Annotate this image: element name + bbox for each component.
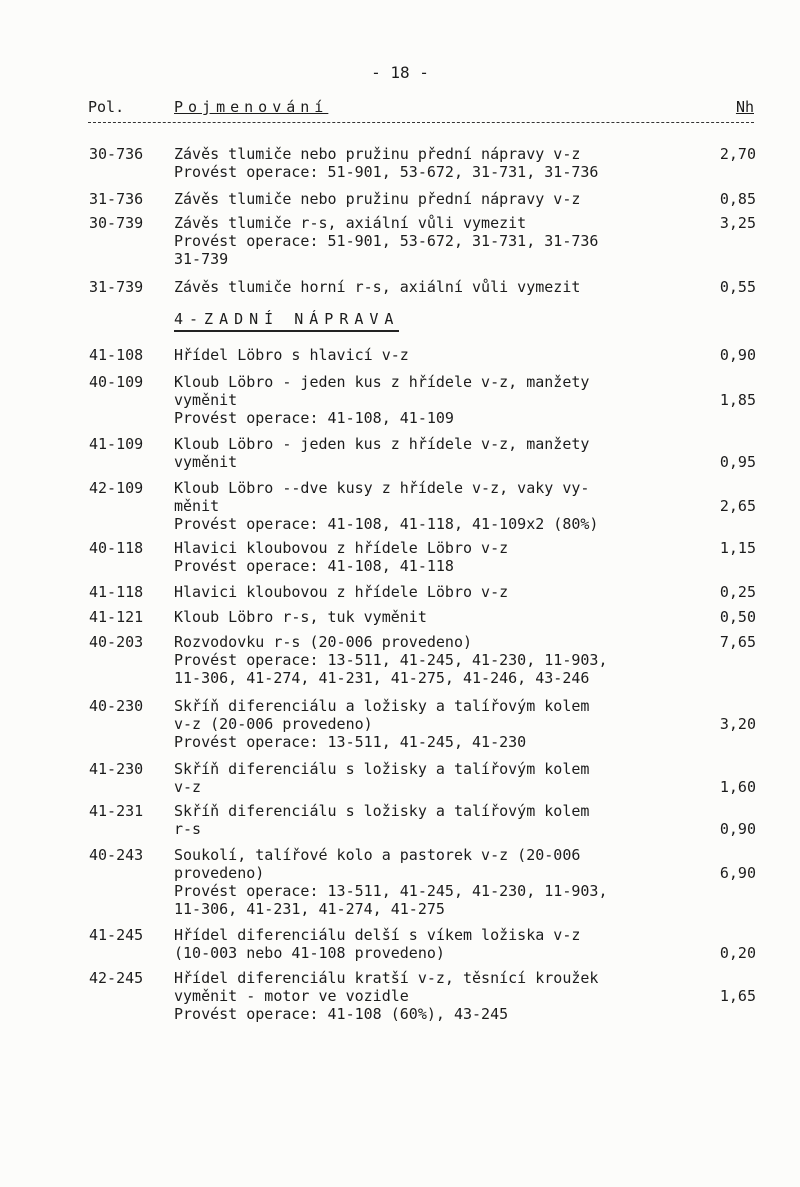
row-description-line: 11-306, 41-274, 41-231, 41-275, 41-246, 43-246 xyxy=(174,669,590,687)
row-description xyxy=(174,760,694,796)
row-code: 41-118 xyxy=(89,583,144,601)
header-pojmenovani: Pojmenování xyxy=(174,98,329,116)
row-description-line: Provést operace: 51-901, 53-672, 31-731, 31-736 xyxy=(174,232,599,250)
row-description xyxy=(174,802,694,838)
row-description-line: Hřídel diferenciálu kratší v-z, těsnící kroužek xyxy=(174,969,599,987)
row-description xyxy=(174,633,694,687)
table-header xyxy=(88,98,754,123)
row-description xyxy=(174,926,694,962)
row-code: 40-109 xyxy=(89,373,144,391)
row-value: 3,25 xyxy=(719,214,756,232)
row-description xyxy=(174,435,694,471)
row-value: 0,90 xyxy=(719,820,756,838)
header-pol: Pol. xyxy=(88,98,125,116)
section-title: 4-ZADNÍ NÁPRAVA xyxy=(174,310,399,332)
row-code: 42-245 xyxy=(89,969,144,987)
row-description-line: v-z (20-006 provedeno) xyxy=(174,715,373,733)
row-value: 0,25 xyxy=(719,583,756,601)
row-code: 41-121 xyxy=(89,608,144,626)
row-description-line: Hřídel diferenciálu delší s víkem ložiska v-z xyxy=(174,926,581,944)
row-description-line: Rozvodovku r-s (20-006 provedeno) xyxy=(174,633,473,651)
row-description-line: Soukolí, talířové kolo a pastorek v-z (20-006 xyxy=(174,846,581,864)
row-description-line: 31-739 xyxy=(174,250,229,268)
row-description xyxy=(174,608,694,626)
row-value: 2,70 xyxy=(719,145,756,163)
row-description xyxy=(174,479,694,533)
row-description-line: (10-003 nebo 41-108 provedeno) xyxy=(174,944,445,962)
row-description-line: vyměnit - motor ve vozidle xyxy=(174,987,409,1005)
row-value: 2,65 xyxy=(719,497,756,515)
row-value: 6,90 xyxy=(719,864,756,882)
row-description-line: Závěs tlumiče nebo pružinu přední nápravy v-z xyxy=(174,145,581,163)
row-description-line: Kloub Löbro --dve kusy z hřídele v-z, vaky vy- xyxy=(174,479,590,497)
row-value: 3,20 xyxy=(719,715,756,733)
row-description-line: Závěs tlumiče nebo pružinu přední nápravy v-z xyxy=(174,190,581,208)
header-nh: Nh xyxy=(735,98,754,116)
row-description-line: Závěs tlumiče r-s, axiální vůli vymezit xyxy=(174,214,527,232)
row-description xyxy=(174,278,694,296)
row-code: 30-739 xyxy=(89,214,144,232)
row-code: 40-118 xyxy=(89,539,144,557)
row-code: 31-739 xyxy=(89,278,144,296)
row-description xyxy=(174,214,694,268)
row-description-line: Kloub Löbro - jeden kus z hřídele v-z, manžety xyxy=(174,435,590,453)
row-description xyxy=(174,190,694,208)
row-description-line: Provést operace: 51-901, 53-672, 31-731, 31-736 xyxy=(174,163,599,181)
row-description-line: Skříň diferenciálu s ložisky a talířovým kolem xyxy=(174,802,590,820)
row-description-line: Provést operace: 13-511, 41-245, 41-230, 11-903, xyxy=(174,882,608,900)
row-value: 0,55 xyxy=(719,278,756,296)
row-description-line: Provést operace: 13-511, 41-245, 41-230, 11-903, xyxy=(174,651,608,669)
row-description-line: Provést operace: 41-108, 41-118 xyxy=(174,557,454,575)
row-description-line: 11-306, 41-231, 41-274, 41-275 xyxy=(174,900,445,918)
row-description-line: Hlavici kloubovou z hřídele Löbro v-z xyxy=(174,539,509,557)
row-description-line: Skříň diferenciálu s ložisky a talířovým kolem xyxy=(174,760,590,778)
row-code: 41-230 xyxy=(89,760,144,778)
row-code: 41-109 xyxy=(89,435,144,453)
page-number: - 18 - xyxy=(371,63,429,82)
row-value: 0,95 xyxy=(719,453,756,471)
row-description-line: Provést operace: 41-108, 41-109 xyxy=(174,409,454,427)
row-description xyxy=(174,373,694,427)
row-description-line: Hřídel Löbro s hlavicí v-z xyxy=(174,346,409,364)
row-description-line: Provést operace: 13-511, 41-245, 41-230 xyxy=(174,733,527,751)
row-value: 1,85 xyxy=(719,391,756,409)
row-value: 0,50 xyxy=(719,608,756,626)
row-code: 41-108 xyxy=(89,346,144,364)
row-code: 41-231 xyxy=(89,802,144,820)
row-value: 1,15 xyxy=(719,539,756,557)
row-description-line: Provést operace: 41-108, 41-118, 41-109x2 (80%) xyxy=(174,515,599,533)
row-code: 40-230 xyxy=(89,697,144,715)
row-description-line: Skříň diferenciálu a ložisky a talířovým kolem xyxy=(174,697,590,715)
row-description-line: Kloub Löbro - jeden kus z hřídele v-z, manžety xyxy=(174,373,590,391)
row-description-line: vyměnit xyxy=(174,453,238,471)
row-value: 1,65 xyxy=(719,987,756,1005)
row-description xyxy=(174,846,694,918)
row-value: 1,60 xyxy=(719,778,756,796)
row-description xyxy=(174,346,694,364)
row-description-line: měnit xyxy=(174,497,220,515)
row-value: 0,85 xyxy=(719,190,756,208)
row-value: 0,20 xyxy=(719,944,756,962)
row-value: 7,65 xyxy=(719,633,756,651)
row-value: 0,90 xyxy=(719,346,756,364)
row-code: 42-109 xyxy=(89,479,144,497)
row-code: 41-245 xyxy=(89,926,144,944)
row-description-line: v-z xyxy=(174,778,202,796)
row-description xyxy=(174,145,694,181)
row-code: 40-243 xyxy=(89,846,144,864)
row-code: 31-736 xyxy=(89,190,144,208)
row-description-line: Hlavici kloubovou z hřídele Löbro v-z xyxy=(174,583,509,601)
row-description-line: provedeno) xyxy=(174,864,265,882)
row-description-line: r-s xyxy=(174,820,202,838)
row-code: 40-203 xyxy=(89,633,144,651)
row-description-line: Závěs tlumiče horní r-s, axiální vůli vymezit xyxy=(174,278,581,296)
row-description xyxy=(174,697,694,751)
row-description xyxy=(174,969,694,1023)
row-code: 30-736 xyxy=(89,145,144,163)
row-description xyxy=(174,539,694,575)
row-description-line: vyměnit xyxy=(174,391,238,409)
row-description xyxy=(174,583,694,601)
row-description-line: Kloub Löbro r-s, tuk vyměnit xyxy=(174,608,427,626)
row-description-line: Provést operace: 41-108 (60%), 43-245 xyxy=(174,1005,509,1023)
